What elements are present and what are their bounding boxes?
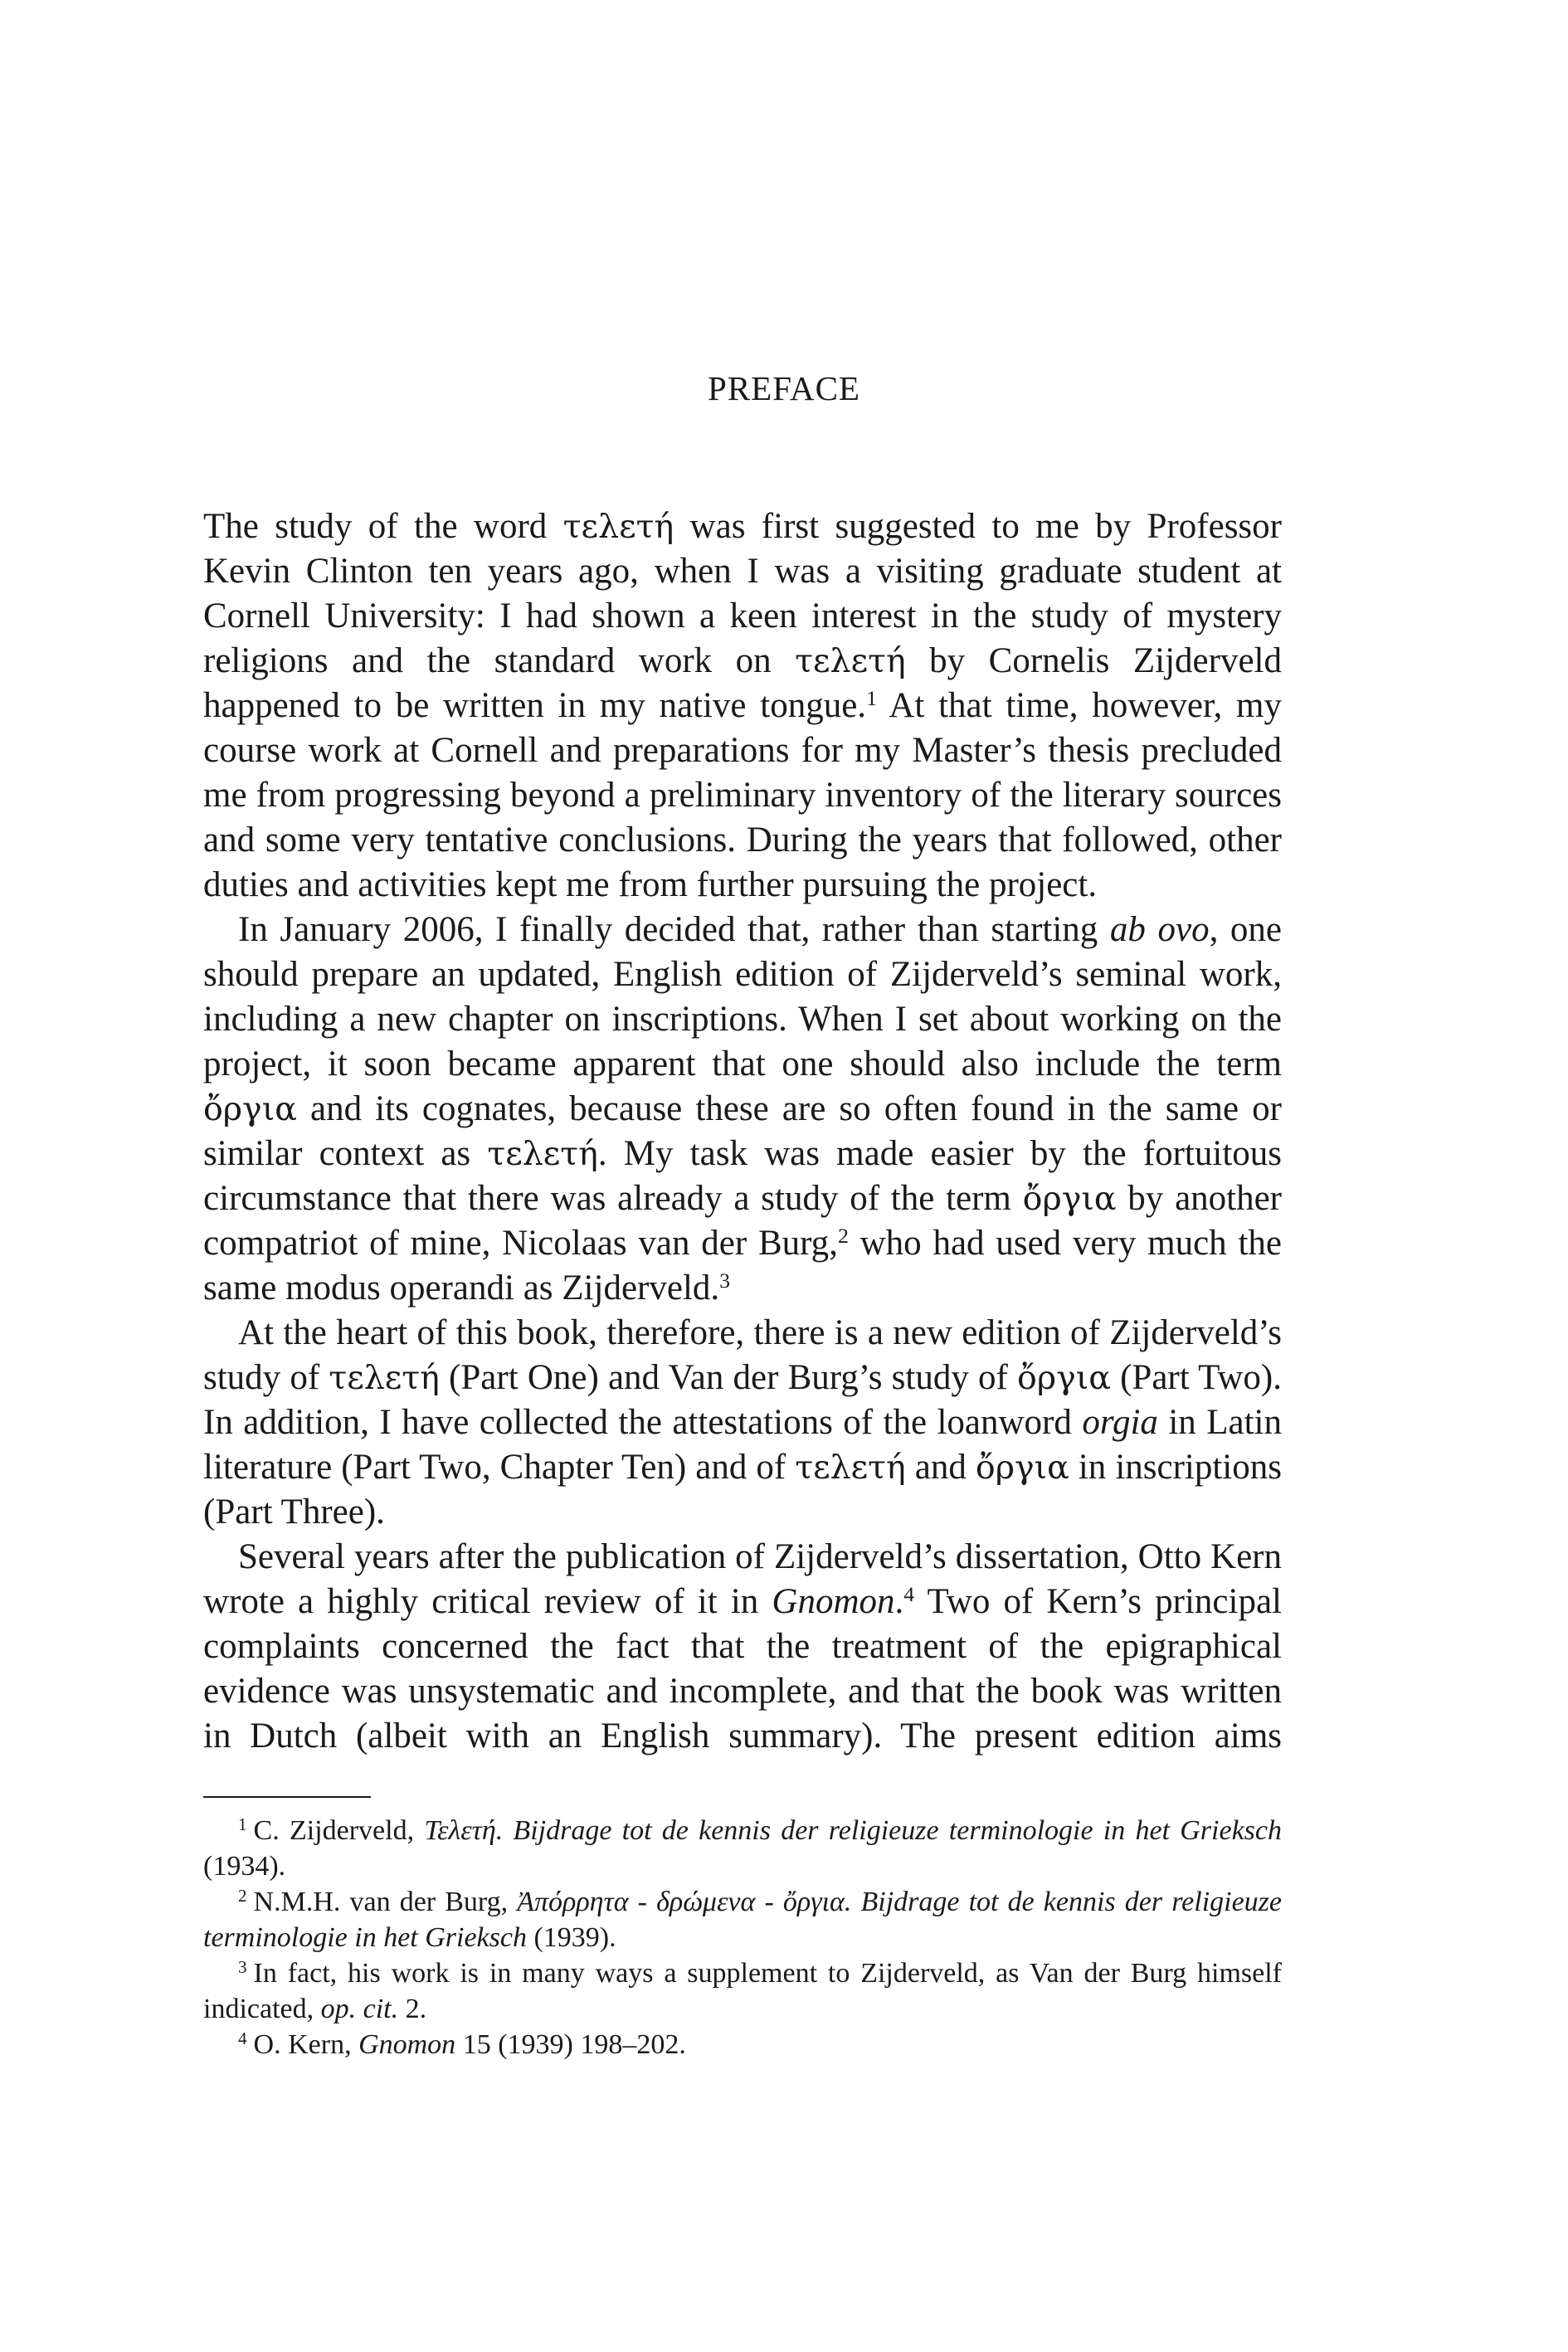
paragraph-4 xyxy=(203,1535,1282,1759)
greek-term: τελετή xyxy=(795,642,906,680)
text-run: in Latin literature (Part Two, Chapter Ten) and of xyxy=(203,1403,1282,1487)
greek-term: ὄργια xyxy=(1017,1359,1111,1397)
text-run: Two of Kern’s principal complaints concerned the fact that the treatment of the epigraphical evidence was unsystematic and incomplete, and that the book was written in Dutch (albeit with an English summary). The present edition aims xyxy=(203,1582,1282,1755)
text-run: by another compatriot of mine, Nicolaas van der Burg, xyxy=(203,1179,1282,1263)
paragraph-2 xyxy=(203,908,1282,1311)
italic-term: orgia xyxy=(1082,1403,1158,1442)
footnote-2 xyxy=(203,1884,1282,1955)
text-run: in inscriptions (Part Three). xyxy=(203,1448,1282,1531)
text-run: who had used very much the same modus operandi as Zijderveld. xyxy=(203,1224,1282,1307)
footnote-3 xyxy=(203,1955,1282,2027)
italic-title: Gnomon xyxy=(358,2029,456,2060)
greek-term: τελετή xyxy=(329,1359,440,1397)
footnote-ref-1[interactable]: 1 xyxy=(866,685,877,710)
text-run: and xyxy=(905,1448,976,1487)
italic-title: Ἀπόρρητα - δρώμενα - ὄργια. Bijdrage tot de kennis der religieuze terminologie in het Grieksch xyxy=(203,1887,1282,1953)
footnote-number: 2 xyxy=(238,1886,247,1906)
text-run: . xyxy=(894,1582,904,1621)
footnote-1 xyxy=(203,1813,1282,1884)
greek-term: ὄργια xyxy=(203,1090,297,1128)
footnote-number: 4 xyxy=(238,2028,247,2049)
text-run: 2. xyxy=(398,1994,427,2024)
text-run: (1939). xyxy=(526,1922,616,1953)
text-run: In fact, his work is in many ways a supplement to Zijderveld, as Van der Burg himself indicated, xyxy=(203,1958,1282,2024)
text-run: C. Zijderveld, xyxy=(253,1815,425,1846)
footnote-4 xyxy=(203,2027,1282,2062)
italic-title: op. cit. xyxy=(320,1994,399,2024)
footnotes xyxy=(203,1813,1282,2062)
text-run: (1934). xyxy=(203,1851,286,1882)
italic-title: Τελετή. Bijdrage tot de kennis der religieuze terminologie in het Grieksch xyxy=(424,1815,1282,1846)
text-run: (Part One) and Van der Burg’s study of xyxy=(439,1358,1018,1397)
text-run: (Part Two). In addition, I have collected the attestations of the loanword xyxy=(203,1358,1282,1442)
text-run: The study of the word xyxy=(203,507,563,546)
text-run: 15 (1939) 198–202. xyxy=(455,2029,686,2060)
footnote-divider xyxy=(203,1796,371,1798)
text-run: was first suggested to me by Professor Kevin Clinton ten years ago, when I was a visiting graduate student at Cornell University: I had shown a keen interest in the study of mystery religions and the standard work on xyxy=(203,507,1282,680)
greek-term: τελετή xyxy=(795,1449,906,1487)
text-run: by Cornelis Zijderveld happened to be written in my native tongue. xyxy=(203,641,1282,725)
footnote-number: 3 xyxy=(238,1957,247,1978)
text-run: Several years after the publication of Zijderveld’s dissertation, Otto Kern wrote a highly critical review of it in xyxy=(203,1537,1282,1621)
greek-term: τελετή xyxy=(562,508,674,546)
page-title: PREFACE xyxy=(708,369,860,407)
italic-term: ab ovo xyxy=(1109,910,1210,949)
text-run: O. Kern, xyxy=(253,2029,359,2060)
footnote-ref-2[interactable]: 2 xyxy=(837,1223,849,1248)
paragraph-3 xyxy=(203,1311,1282,1535)
text-run: N.M.H. van der Burg, xyxy=(253,1887,518,1917)
greek-term: ὄργια xyxy=(975,1449,1069,1487)
text-run: . My task was made easier by the fortuitous circumstance that there was already a study of the term xyxy=(203,1134,1282,1218)
footnote-ref-4[interactable]: 4 xyxy=(903,1581,915,1606)
footnote-number: 1 xyxy=(238,1814,247,1835)
italic-term: Gnomon xyxy=(772,1582,895,1621)
text-run: and its cognates, because these are so often found in the same or similar context as xyxy=(203,1089,1282,1173)
text-run: At that time, however, my course work at Cornell and preparations for my Master’s thesis precluded me from progressing beyond a preliminary inventory of the literary sources and some very tentative conclusions. During the years that followed, other duties and activities kept me from further pursuing the project. xyxy=(203,686,1282,904)
text-run: , one should prepare an updated, English edition of Zijderveld’s seminal work, including a new chapter on inscriptions. When I set about working on the project, it soon became apparent that one should also include the term xyxy=(203,910,1282,1083)
main-text xyxy=(203,504,1282,1759)
footnote-ref-3[interactable]: 3 xyxy=(719,1268,731,1293)
greek-term: τελετή xyxy=(487,1135,598,1173)
text-run: At the heart of this book, therefore, there is a new edition of Zijderveld’s study of xyxy=(203,1313,1282,1397)
greek-term: ὄργια xyxy=(1022,1180,1117,1218)
paragraph-1 xyxy=(203,504,1282,908)
text-run: In January 2006, I finally decided that, rather than starting xyxy=(238,910,1110,949)
